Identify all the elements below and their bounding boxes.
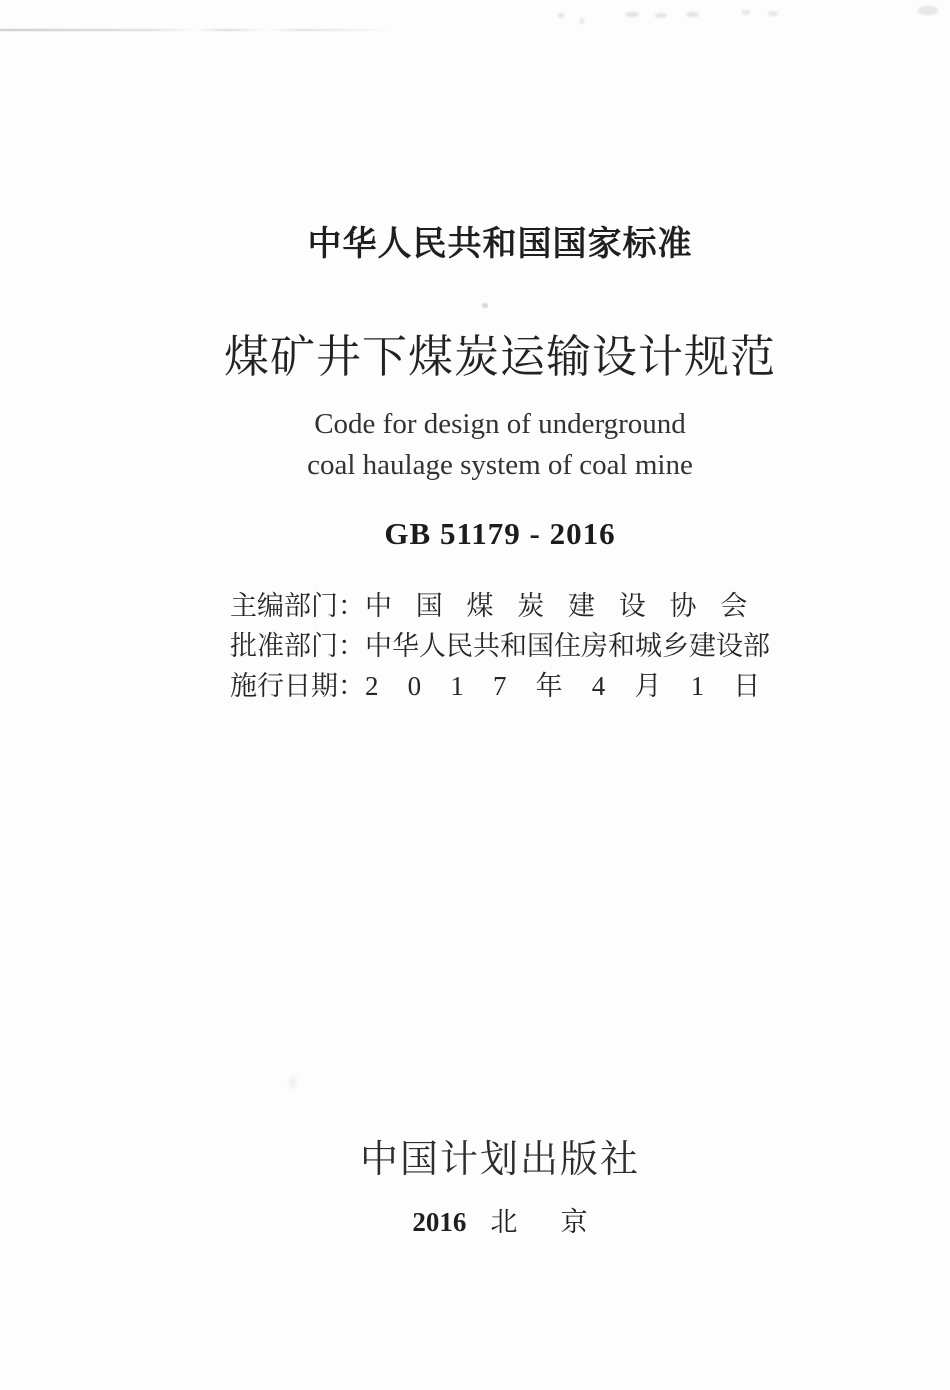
effective-date-label: 施行日期： <box>230 671 365 701</box>
effective-date-value: 2017年4月1日 <box>365 671 790 701</box>
approval-label: 批准部门： <box>230 631 365 661</box>
info-block <box>230 586 790 706</box>
edition-city: 北京 <box>490 1207 631 1237</box>
document-title-en-line2: coal haulage system of coal mine <box>307 449 693 481</box>
info-row-chief-editor <box>230 586 770 626</box>
title-page-content <box>200 0 800 1390</box>
document-title-en <box>200 404 800 486</box>
publisher-name: 中国计划出版社 <box>359 1139 640 1181</box>
standard-category-label: 中华人民共和国国家标准 <box>307 225 693 263</box>
approval-value: 中华人民共和国住房和城乡建设部 <box>365 631 770 661</box>
edition-year: 2016 <box>412 1207 467 1237</box>
edition-line <box>200 1200 800 1239</box>
document-title-zh: 煤矿井下煤炭运输设计规范 <box>223 332 776 382</box>
chief-editor-label: 主编部门： <box>230 591 365 621</box>
chief-editor-value: 中国煤炭建设协会 <box>365 591 772 621</box>
document-title-en-line1: Code for design of underground <box>314 408 686 440</box>
scan-artifact-speck <box>918 6 938 15</box>
info-row-approval <box>230 626 770 666</box>
standard-number: GB 51179 - 2016 <box>384 516 616 551</box>
info-row-effective-date <box>230 666 790 706</box>
